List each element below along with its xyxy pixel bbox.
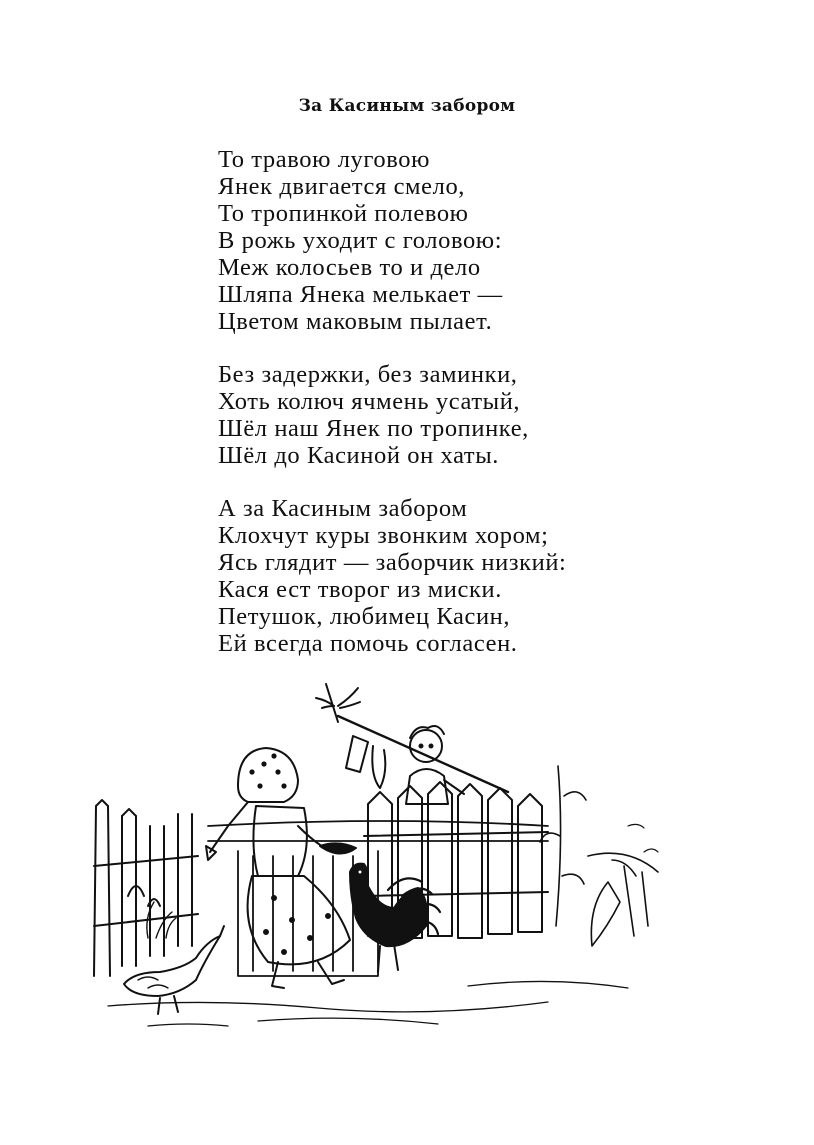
goose-figure bbox=[124, 926, 224, 1014]
poem-line: Ей всегда помочь согласен. bbox=[218, 630, 518, 657]
poem-title: За Касиным забором bbox=[298, 96, 516, 116]
boy-figure bbox=[406, 726, 464, 804]
fence-scene-illustration bbox=[88, 676, 668, 1036]
poem-line: Шёл наш Янек по тропинке, bbox=[218, 415, 529, 442]
poem-line: Шляпа Янека мелькает — bbox=[218, 281, 503, 308]
poem-line: А за Касиным забором bbox=[218, 495, 468, 522]
poem-line: Хоть колюч ячмень усатый, bbox=[218, 388, 521, 415]
stanza-3 bbox=[218, 495, 566, 657]
poem-line: Без задержки, без заминки, bbox=[218, 361, 518, 388]
stanza-2 bbox=[218, 361, 566, 469]
stanza-1 bbox=[218, 146, 566, 335]
poem-line: В рожь уходит с головою: bbox=[218, 227, 503, 254]
plants bbox=[540, 766, 658, 946]
poem-body bbox=[218, 146, 566, 683]
poem-line: Ясь глядит — заборчик низкий: bbox=[218, 549, 567, 576]
poem-line: Янек двигается смело, bbox=[218, 173, 466, 200]
back-wall bbox=[208, 821, 548, 976]
poem-line: Клохчут куры звонким хором; bbox=[218, 522, 549, 549]
left-fence bbox=[94, 800, 198, 976]
poem-line: То тропинкой полевою bbox=[218, 200, 469, 227]
poem-line: Петушок, любимец Касин, bbox=[218, 603, 511, 630]
poem-line: Шёл до Касиной он хаты. bbox=[218, 442, 500, 469]
poem-line: Цветом маковым пылает. bbox=[218, 308, 493, 335]
poem-line: То травою луговою bbox=[218, 146, 431, 173]
poem-line: Кася ест творог из миски. bbox=[218, 576, 502, 603]
poem-line: Меж колосьев то и дело bbox=[218, 254, 481, 281]
rooster-figure bbox=[350, 864, 440, 972]
